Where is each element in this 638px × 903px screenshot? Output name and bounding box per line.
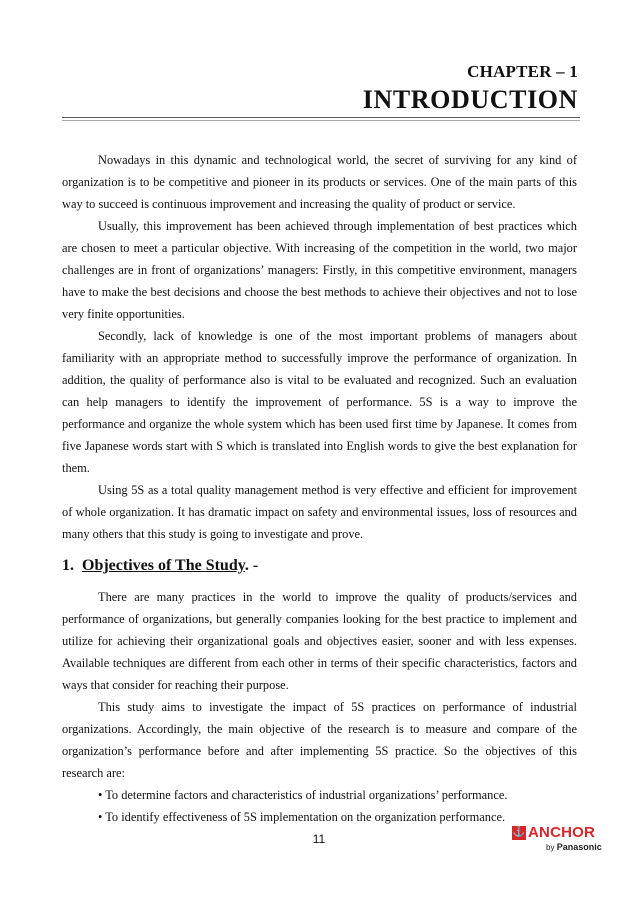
paragraph: There are many practices in the world to improve the quality of products/services and performance of organizations, but generally companies looking for the best practice to implement and utilize for achieving their organizational goals and objectives easier, sooner and with less expenses. Available techniques are different from each other in terms of their specific characteristics, factors and ways that consider for reaching their purpose.: [62, 590, 577, 692]
anchor-icon: ⚓: [512, 827, 526, 838]
page-number: 11: [312, 832, 326, 846]
objectives-list: [62, 784, 577, 828]
paragraph: This study aims to investigate the impact of 5S practices on performance of industrial organizations. Accordingly, the main objective of the research is to measure and compare of the organization’s performance before and after implementing 5S practice. So the objectives of this research are:: [62, 700, 577, 780]
section-heading: [62, 557, 258, 575]
chapter-title: INTRODUCTION: [362, 85, 578, 114]
list-item: • To determine factors and characteristics of industrial organizations’ performance.: [98, 788, 508, 802]
paragraph: Usually, this improvement has been achieved through implementation of best practices which are chosen to meet a particular objective. With increasing of the competition in the world, two major challenges are in front of organizations’ managers: Firstly, in this competitive environment, managers have to make the best decisions and choose the best methods to achieve their objectives and not to lose very finite opportunities.: [62, 219, 577, 321]
intro-section: [62, 149, 577, 545]
paragraph: Nowadays in this dynamic and technological world, the secret of surviving for any kind of organization is to be competitive and pioneer in its products or services. One of the main parts of this way to succeed is continuous improvement and increasing the quality of product or service.: [62, 153, 577, 211]
chapter-label: CHAPTER – 1: [467, 62, 578, 81]
logo-parent: Panasonic: [556, 842, 602, 852]
section-suffix: . -: [244, 557, 259, 574]
logo-by: by: [546, 843, 555, 852]
section-number: 1.: [62, 557, 74, 574]
header-divider-secondary: [62, 120, 580, 121]
header-divider: [62, 117, 580, 118]
section-title: Objectives of The Study: [82, 557, 245, 574]
logo-brand: ANCHOR: [528, 824, 596, 841]
paragraph: Using 5S as a total quality management method is very effective and efficient for improvement of whole organization. It has dramatic impact on safety and environmental issues, loss of resources and many others that this study is going to investigate and prove.: [62, 483, 577, 541]
list-item: • To identify effectiveness of 5S implementation on the organization performance.: [98, 810, 506, 824]
anchor-panasonic-logo: [512, 824, 620, 860]
paragraph: Secondly, lack of knowledge is one of the most important problems of managers about familiarity with an appropriate method to successfully improve the performance of organization. In addition, the quality of performance also is vital to be evaluated and recognized. Such an evaluation can help managers to identify the improvement of performance. 5S is a way to improve the performance and organize the whole system which has been used first time by Japanese. It comes from five Japanese words start with S which is translated into English words to give the best explanation for them.: [62, 329, 577, 475]
objectives-section: [62, 586, 577, 828]
